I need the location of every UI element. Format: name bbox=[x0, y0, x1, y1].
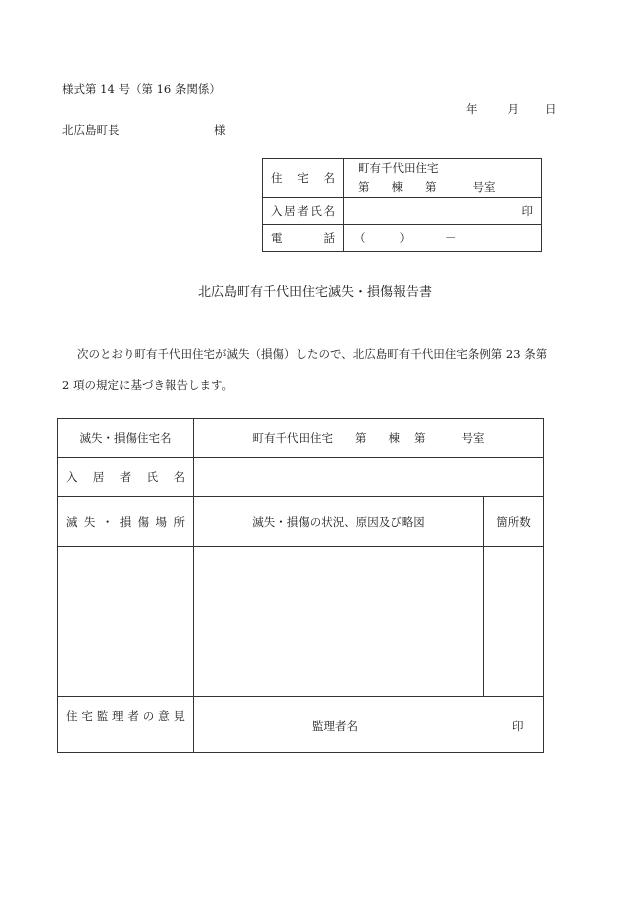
damage-detail-row bbox=[58, 547, 544, 697]
resident-label-cell bbox=[263, 198, 344, 225]
count-label: 箇所数 bbox=[484, 497, 544, 547]
housing-label: 住 宅 名 bbox=[271, 171, 335, 185]
resident-name-label-cell bbox=[58, 458, 194, 497]
phone-value-cell[interactable] bbox=[344, 225, 542, 252]
housing-value-cell bbox=[344, 159, 542, 198]
resident-seal: 印 bbox=[521, 204, 533, 218]
date-year: 年 bbox=[466, 102, 478, 116]
location-value[interactable] bbox=[58, 547, 194, 697]
date-month: 月 bbox=[507, 102, 519, 116]
resident-name-value[interactable] bbox=[194, 458, 544, 497]
damaged-housing-row bbox=[58, 419, 544, 458]
housing-label-cell bbox=[263, 159, 344, 198]
body-text-line2: 2 項の規定に基づき報告します。 bbox=[62, 378, 234, 392]
phone-row bbox=[263, 225, 542, 252]
supervisor-seal: 印 bbox=[512, 719, 524, 733]
resident-name-row bbox=[58, 458, 544, 497]
phone-open-paren: （ bbox=[354, 231, 366, 245]
resident-name-label: 入 居 者 氏 名 bbox=[66, 470, 185, 484]
damaged-housing-value[interactable]: 町有千代田住宅 第 棟 第 号室 bbox=[194, 419, 544, 458]
location-label-cell bbox=[58, 497, 194, 547]
phone-label: 電 話 bbox=[271, 231, 335, 245]
housing-name: 町有千代田住宅 bbox=[358, 161, 439, 175]
phone-dash: － bbox=[445, 231, 457, 245]
housing-row bbox=[263, 159, 542, 198]
opinion-label: 住 宅 監 理 者 の 意 見 bbox=[66, 709, 185, 723]
housing-unit: 第 棟 第 号室 bbox=[358, 180, 496, 194]
report-table bbox=[57, 418, 544, 753]
addressee bbox=[62, 122, 226, 138]
supervisor-name-label: 監理者名 bbox=[312, 719, 358, 733]
count-value[interactable] bbox=[484, 547, 544, 697]
addressee-honorific: 様 bbox=[214, 123, 226, 137]
applicant-info-table bbox=[262, 158, 542, 252]
opinion-value[interactable] bbox=[194, 697, 544, 753]
document-title: 北広島町有千代田住宅滅失・損傷報告書 bbox=[197, 285, 432, 300]
phone-label-cell bbox=[263, 225, 344, 252]
status-value[interactable] bbox=[194, 547, 484, 697]
resident-row bbox=[263, 198, 542, 225]
body-text-line1: 次のとおり町有千代田住宅が滅失（損傷）したので、北広島町有千代田住宅条例第 23 条第 bbox=[77, 347, 548, 361]
location-label: 滅 失 ・ 損 傷 場 所 bbox=[66, 514, 185, 529]
resident-label: 入 居 者 氏 名 bbox=[271, 204, 335, 218]
resident-value-cell[interactable] bbox=[344, 198, 542, 225]
damage-header-row bbox=[58, 497, 544, 547]
date-day: 日 bbox=[545, 102, 557, 116]
opinion-label-cell bbox=[58, 697, 194, 753]
opinion-row bbox=[58, 697, 544, 753]
form-number: 様式第 14 号（第 16 条関係） bbox=[62, 82, 221, 96]
addressee-name: 北広島町長 bbox=[62, 123, 120, 137]
damaged-housing-label: 滅失・損傷住宅名 bbox=[58, 419, 194, 458]
phone-close-paren: ） bbox=[399, 231, 411, 245]
date-line bbox=[466, 101, 557, 117]
status-label: 滅失・損傷の状況、原因及び略図 bbox=[194, 497, 484, 547]
